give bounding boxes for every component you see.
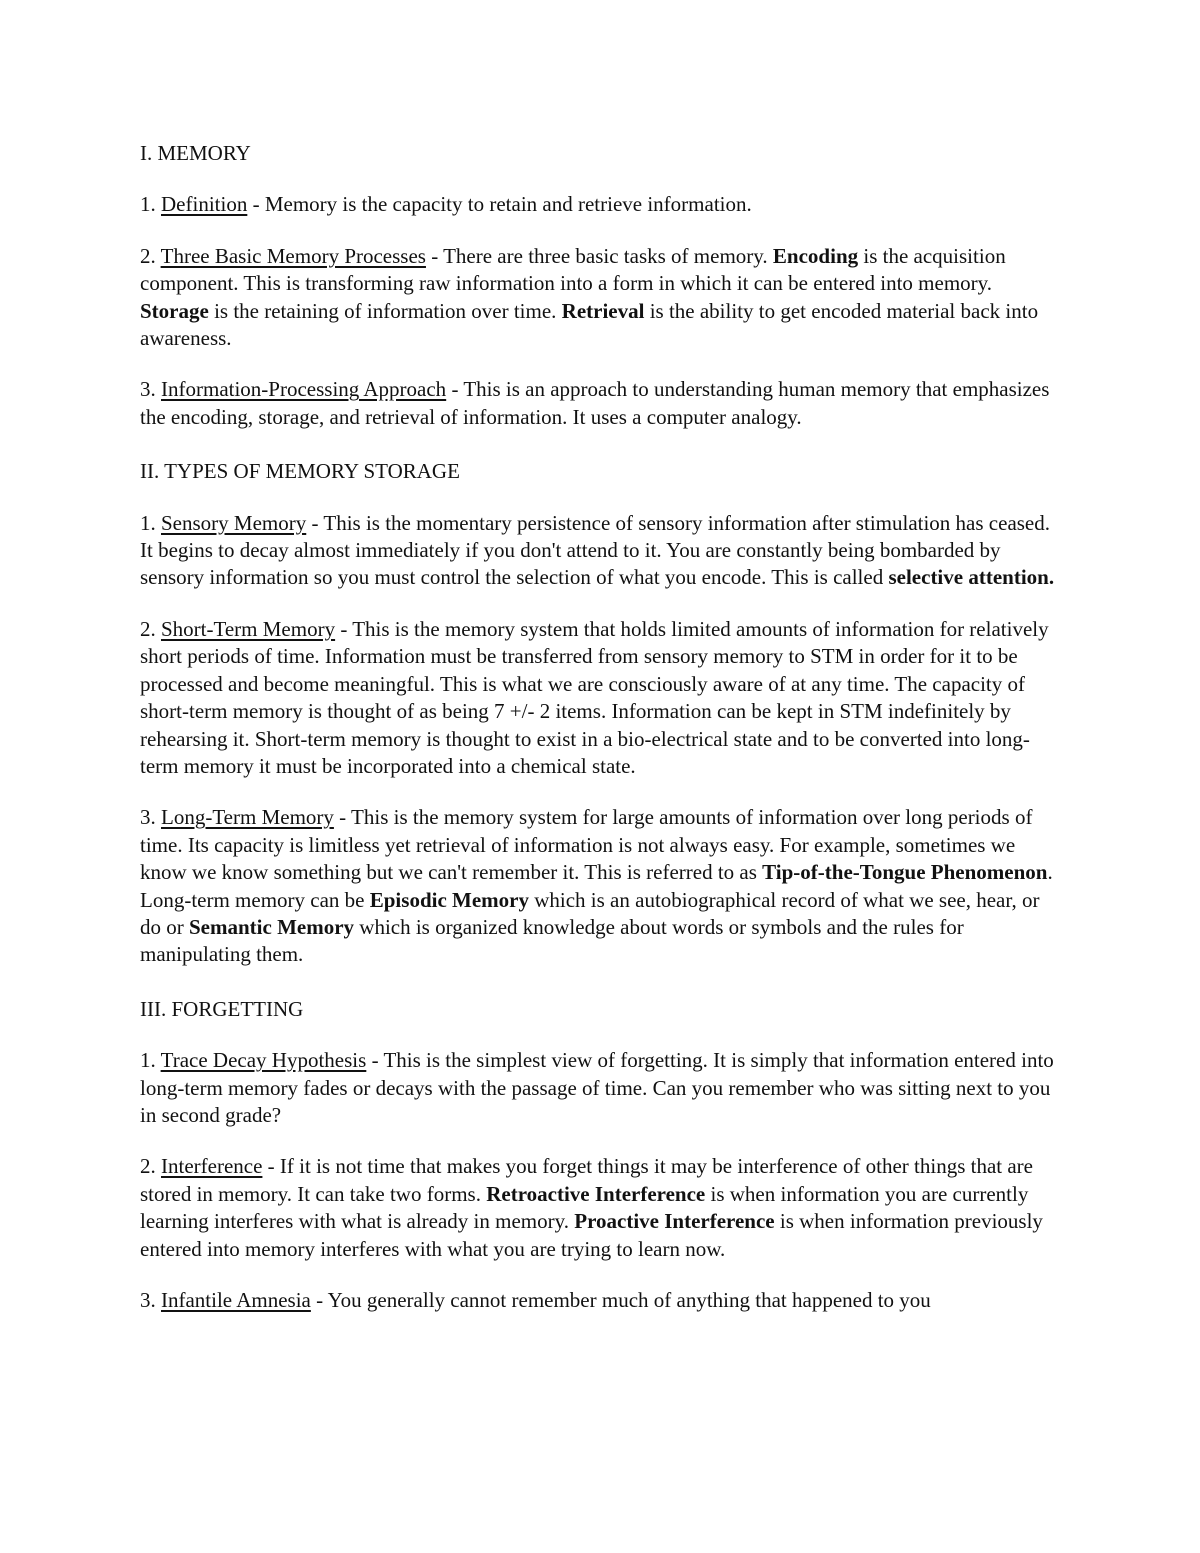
term-three-basic-memory-processes: Three Basic Memory Processes bbox=[160, 243, 426, 268]
term-separator: - bbox=[310, 1288, 328, 1312]
memory-processes-paragraph bbox=[140, 243, 1060, 353]
paragraph-text: which is organized knowledge about words or symbols and the rules for manipulating them. bbox=[140, 914, 964, 967]
term-separator: - bbox=[335, 616, 353, 641]
short-term-memory-paragraph bbox=[140, 616, 1060, 780]
term-separator: - bbox=[306, 510, 324, 535]
bold-term-tip-of-the-tongue: Tip-of-the-Tongue Phenomenon bbox=[762, 860, 1048, 885]
bold-term-retrieval: Retrieval bbox=[561, 298, 645, 323]
paragraph-text: is the acquisition component. This is transforming raw information into a form in which it can be entered into memory. bbox=[140, 243, 1006, 296]
bold-term-encoding: Encoding bbox=[772, 243, 859, 268]
definition-paragraph bbox=[140, 191, 1060, 218]
item-number: 1. bbox=[140, 510, 161, 535]
item-number: 2. bbox=[140, 1154, 161, 1179]
paragraph-text: is the retaining of information over time. bbox=[208, 298, 562, 323]
paragraph-text: which is an autobiographical record of what we see, hear, or do or bbox=[140, 887, 1040, 939]
bold-term-semantic-memory: Semantic Memory bbox=[189, 914, 355, 939]
document-page bbox=[140, 140, 1060, 1338]
trace-decay-paragraph bbox=[140, 1047, 1060, 1129]
term-information-processing-approach: Information-Processing Approach bbox=[161, 377, 447, 402]
term-separator: - bbox=[247, 192, 265, 217]
term-interference: Interference bbox=[161, 1154, 263, 1179]
item-number: 2. bbox=[140, 616, 161, 641]
interference-paragraph bbox=[140, 1153, 1060, 1263]
bold-term-proactive-interference: Proactive Interference bbox=[574, 1209, 775, 1234]
item-number: 3. bbox=[140, 1288, 161, 1312]
bold-term-episodic-memory: Episodic Memory bbox=[369, 887, 529, 912]
item-number: 2. bbox=[140, 243, 161, 268]
paragraph-text: If it is not time that makes you forget things it may be interference of other things that are stored in memory. It can take two forms. bbox=[140, 1154, 1033, 1206]
item-number: 1. bbox=[140, 192, 161, 217]
section-heading: I. MEMORY bbox=[140, 141, 251, 165]
term-definition: Definition bbox=[161, 192, 248, 217]
term-short-term-memory: Short-Term Memory bbox=[161, 616, 336, 641]
term-sensory-memory: Sensory Memory bbox=[161, 510, 307, 535]
section-heading: II. TYPES OF MEMORY STORAGE bbox=[140, 459, 460, 484]
bold-term-storage: Storage bbox=[140, 298, 209, 323]
bold-term-selective-attention: selective attention. bbox=[888, 565, 1055, 590]
term-infantile-amnesia: Infantile Amnesia bbox=[161, 1288, 311, 1312]
long-term-memory-paragraph bbox=[140, 804, 1060, 968]
paragraph-text: Memory is the capacity to retain and retrieve information. bbox=[264, 192, 752, 217]
item-number: 3. bbox=[140, 377, 161, 402]
term-separator: - bbox=[425, 243, 444, 268]
section-heading: III. FORGETTING bbox=[140, 996, 304, 1021]
term-separator: - bbox=[446, 377, 464, 402]
information-processing-paragraph bbox=[140, 376, 1060, 431]
term-separator: - bbox=[262, 1154, 280, 1179]
bold-term-retroactive-interference: Retroactive Interference bbox=[486, 1181, 706, 1206]
paragraph-text: This is the simplest view of forgetting. It is simply that information entered into long-term memory fades or decays with the passage of time. Can you remember who was sitting next to you in second grade? bbox=[140, 1048, 1054, 1127]
item-number: 1. bbox=[140, 1048, 161, 1073]
paragraph-text: You generally cannot remember much of anything that happened to you bbox=[327, 1288, 931, 1312]
term-long-term-memory: Long-Term Memory bbox=[161, 805, 334, 830]
paragraph-text: This is the memory system that holds limited amounts of information for relatively short periods of time. Information must be transferred from sensory memory to STM in order for it to be processed and become meaningful. This is what we are consciously aware of at any time. The capacity of short-term memory is thought of as being 7 +/- 2 items. Information can be kept in STM indefinitely by rehearsing it. Short-term memory is thought to exist in a bio-electrical state and to be converted into long-term memory it must be incorporated into a chemical state. bbox=[140, 616, 1049, 778]
term-trace-decay-hypothesis: Trace Decay Hypothesis bbox=[160, 1048, 367, 1073]
paragraph-text: This is the momentary persistence of sensory information after stimulation has ceased. It begins to decay almost immediately if you don't attend to it. You are constantly being bombarded by sensory information so you must control the selection of what you encode. This is called bbox=[140, 510, 1051, 590]
sensory-memory-paragraph bbox=[140, 510, 1060, 592]
term-separator: - bbox=[366, 1048, 384, 1073]
paragraph-text: This is the memory system for large amounts of information over long periods of time. Its capacity is limitless yet retrieval of information is not always easy. For example, sometimes we know we know something but we can't remember it. This is referred to as bbox=[140, 805, 1033, 885]
paragraph-text: . Long-term memory can be bbox=[140, 860, 1053, 912]
term-separator: - bbox=[333, 805, 352, 830]
infantile-amnesia-paragraph bbox=[140, 1287, 1060, 1314]
paragraph-text: This is an approach to understanding human memory that emphasizes the encoding, storage, and retrieval of information. It uses a computer analogy. bbox=[140, 377, 1050, 429]
paragraph-text: is when information you are currently learning interferes with what is already in memory. bbox=[140, 1181, 1029, 1234]
paragraph-text: is the ability to get encoded material back into awareness. bbox=[140, 298, 1039, 351]
paragraph-text: There are three basic tasks of memory. bbox=[443, 243, 773, 268]
item-number: 3. bbox=[140, 805, 161, 830]
paragraph-text: is when information previously entered into memory interferes with what you are trying to learn now. bbox=[140, 1209, 1043, 1261]
